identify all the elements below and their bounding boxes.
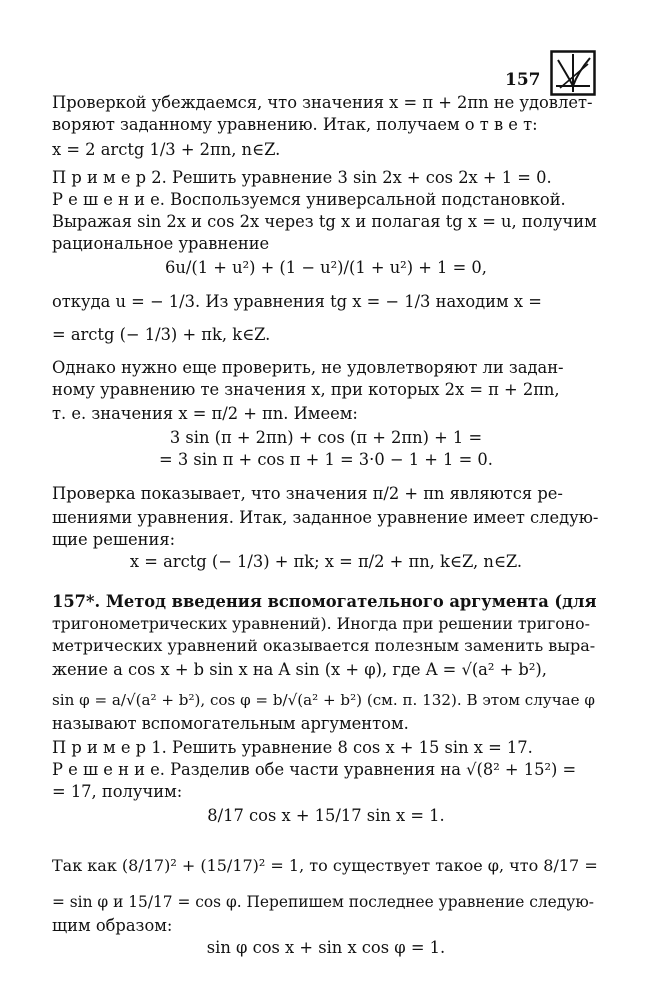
formula-line: 6u/(1 + u²) + (1 − u²)/(1 + u²) + 1 = 0,	[165, 258, 487, 277]
text-line: = 17, получим:	[52, 782, 183, 801]
formula-line: x = arctg (− 1/3) + πk; x = π/2 + πn, k∈Z, n∈Z.	[129, 552, 523, 571]
solution-line: Р е ш е н и е. Воспользуемся универсальной подстановкой.	[52, 190, 566, 209]
formula-line: = arctg (− 1/3) + πk, k∈Z.	[52, 325, 271, 344]
text-line: Выражая sin 2x и cos 2x через tg x и полагая tg x = u, получим	[52, 212, 597, 231]
text-line: sin φ = a/√(a² + b²), cos φ = b/√(a² + b²) (см. п. 132). В этом случае φ	[52, 691, 595, 709]
text-line: называют вспомогательным аргументом.	[52, 714, 409, 733]
text-line: рациональное уравнение	[52, 234, 270, 253]
formula-line: x = 2 arctg 1/3 + 2πn, n∈Z.	[52, 140, 281, 159]
text-line: воряют заданному уравнению. Итак, получаем о т в е т:	[52, 115, 538, 134]
text-line: Проверка показывает, что значения π/2 + πn являются ре-	[52, 484, 563, 503]
formula-line: sin φ cos x + sin x cos φ = 1.	[206, 938, 446, 957]
solution-line: Р е ш е н и е. Разделив обе части уравнения на √(8² + 15²) =	[52, 760, 577, 779]
example-heading: П р и м е р 1. Решить уравнение 8 cos x + 15 sin x = 17.	[52, 738, 533, 757]
text-line: т. е. значения x = π/2 + πn. Имеем:	[52, 404, 358, 423]
formula-line: 8/17 cos x + 15/17 sin x = 1.	[207, 806, 445, 825]
text-line: щие решения:	[52, 530, 176, 549]
formula-line: 3 sin (π + 2πn) + cos (π + 2πn) + 1 =	[169, 428, 483, 447]
formula-line: = 3 sin π + cos π + 1 = 3·0 − 1 + 1 = 0.	[159, 450, 493, 469]
text-line: Так как (8/17)² + (15/17)² = 1, то существует такое φ, что 8/17 =	[52, 856, 598, 875]
text-line: жение a cos x + b sin x на A sin (x + φ), где A = √(a² + b²),	[52, 660, 547, 679]
text-line: откуда u = − 1/3. Из уравнения tg x = − 1/3 находим x =	[52, 292, 542, 311]
text-line: метрических уравнений оказывается полезным заменить выра-	[52, 636, 596, 655]
example-heading: П р и м е р 2. Решить уравнение 3 sin 2x + cos 2x + 1 = 0.	[52, 168, 552, 187]
text-line: тригонометрических уравнений). Иногда при решении тригоно-	[52, 614, 590, 633]
text-line: щим образом:	[52, 916, 173, 935]
graph-logo-icon	[550, 50, 596, 96]
text-line: Проверкой убеждаемся, что значения x = π + 2πn не удовлет-	[52, 93, 593, 112]
section-heading: 157*. Метод введения вспомогательного аргумента (для	[52, 592, 597, 611]
text-line: Однако нужно еще проверить, не удовлетворяют ли задан-	[52, 358, 564, 377]
text-line: = sin φ и 15/17 = cos φ. Перепишем последнее уравнение следую-	[52, 893, 594, 911]
page-number: 157	[505, 70, 541, 90]
text-line: ному уравнению те значения x, при которых 2x = π + 2πn,	[52, 380, 560, 399]
text-line: шениями уравнения. Итак, заданное уравнение имеет следую-	[52, 508, 599, 527]
